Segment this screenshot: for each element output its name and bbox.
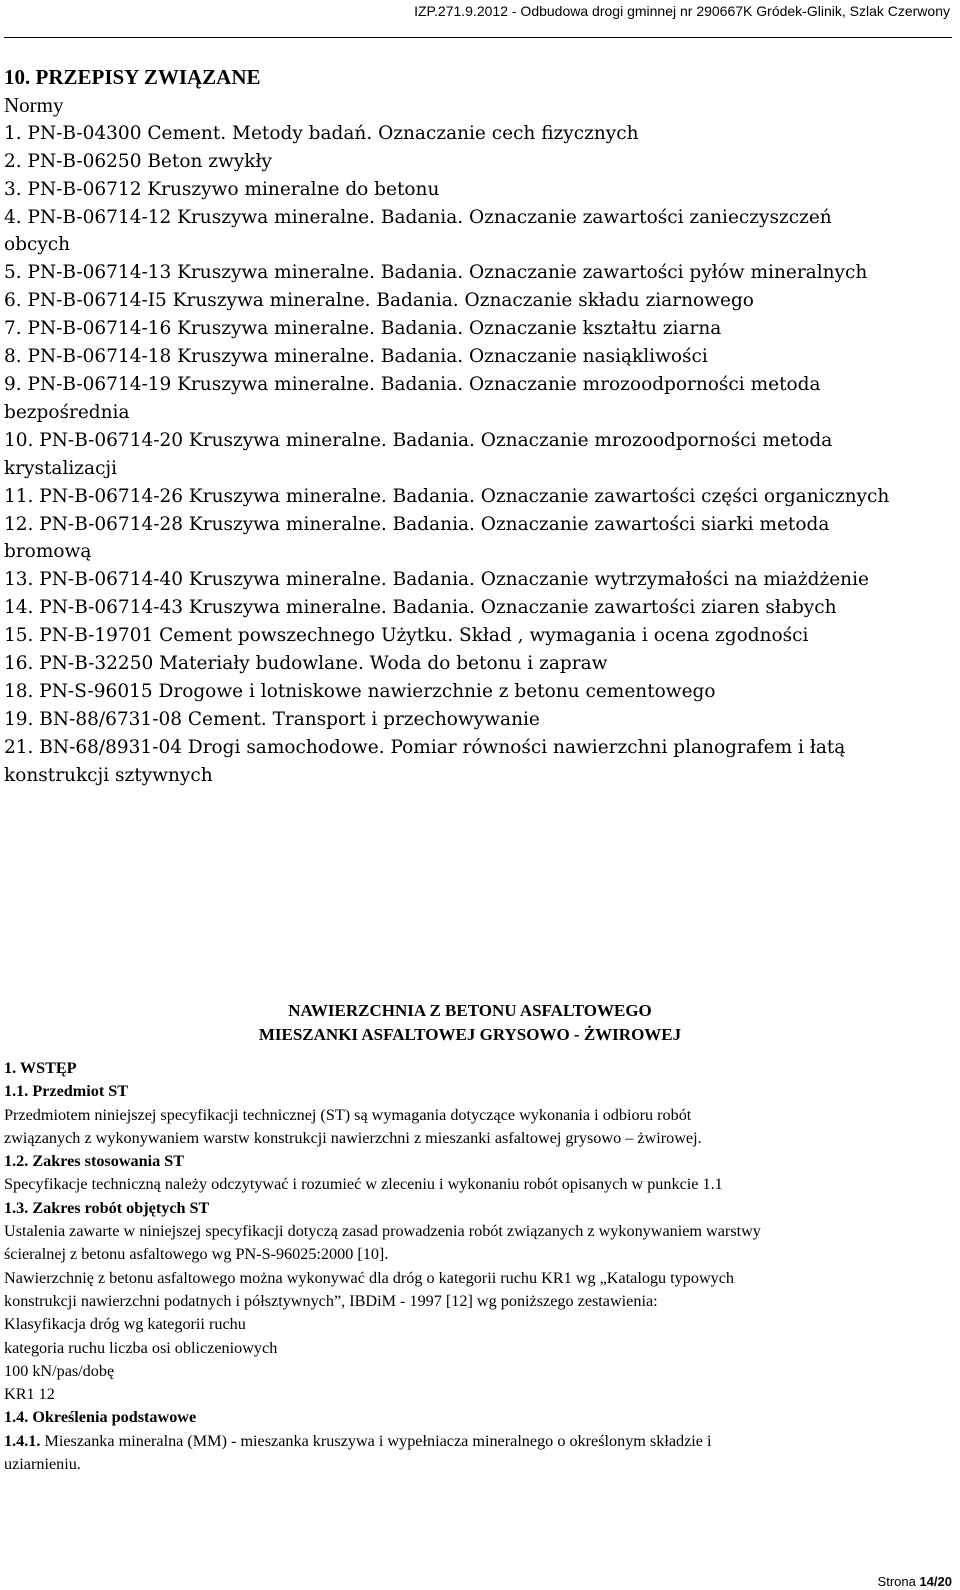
paragraph: 100 kN/pas/dobę — [4, 1361, 115, 1380]
page-number: 14/20 — [919, 1574, 952, 1589]
paragraph: Ustalenia zawarte w niniejszej specyfikacji dotyczą zasad prowadzenia robót związanych z wykonywaniem warstwy — [4, 1222, 761, 1241]
standard-line: 4. PN-B-06714-12 Kruszywa mineralne. Badania. Oznaczanie zawartości zanieczyszczeń — [4, 206, 832, 228]
standard-line: 16. PN-B-32250 Materiały budowlane. Woda do betonu i zapraw — [4, 653, 608, 675]
heading-introduction: 1. WSTĘP — [4, 1059, 77, 1077]
document-header — [0, 0, 960, 26]
heading-basic-definitions: 1.4. Określenia podstawowe — [4, 1408, 197, 1427]
standard-line: 19. BN-88/6731-08 Cement. Transport i przechowywanie — [4, 708, 540, 730]
paragraph: KR1 12 — [4, 1385, 55, 1404]
paragraph: Nawierzchnię z betonu asfaltowego można wykonywać dla dróg o kategorii ruchu KR1 wg „Katalogu typowych — [4, 1268, 735, 1287]
paragraph: kategoria ruchu liczba osi obliczeniowych — [4, 1338, 278, 1357]
header-title: IZP.271.9.2012 - Odbudowa drogi gminnej nr 290667K Gródek-Glinik, Szlak Czerwony — [414, 3, 950, 19]
standard-line: 3. PN-B-06712 Kruszywo mineralne do betonu — [4, 178, 440, 200]
definition-text: Mieszanka mineralna (MM) - mieszanka kruszywa i wypełniacza mineralnego o określonym składzie i — [40, 1431, 712, 1450]
standard-line: bezpośrednia — [4, 401, 130, 423]
standard-line: konstrukcji sztywnych — [4, 764, 213, 786]
spec-title-line-2: MIESZANKI ASFALTOWEJ GRYSOWO - ŻWIROWEJ — [258, 1025, 682, 1044]
paragraph: związanych z wykonywaniem warstw konstrukcji nawierzchni z mieszanki asfaltowej grysowo – żwirowej. — [4, 1128, 702, 1147]
standard-line: 10. PN-B-06714-20 Kruszywa mineralne. Badania. Oznaczanie mrozoodporności metoda — [4, 429, 833, 451]
header-rule — [4, 37, 952, 38]
page-label: Strona — [877, 1574, 920, 1589]
paragraph: uziarnieniu. — [4, 1455, 81, 1474]
section-heading: 10. PRZEPISY ZWIĄZANE — [4, 65, 261, 89]
heading-scope-of-works: 1.3. Zakres robót objętych ST — [4, 1198, 210, 1217]
paragraph: Klasyfikacja dróg wg kategorii ruchu — [4, 1315, 246, 1334]
page-footer — [878, 1575, 952, 1589]
paragraph: Specyfikacje techniczną należy odczytywać i rozumieć w zleceniu i wykonaniu robót opisanych w punkcie 1.1 — [4, 1175, 723, 1194]
standard-line: 6. PN-B-06714-I5 Kruszywa mineralne. Badania. Oznaczanie składu ziarnowego — [4, 290, 754, 312]
standard-line: obcych — [4, 234, 71, 256]
heading-scope-of-application: 1.2. Zakres stosowania ST — [4, 1152, 185, 1171]
standard-line: krystalizacji — [4, 457, 118, 479]
standard-line: 2. PN-B-06250 Beton zwykły — [4, 150, 272, 172]
standard-line: 8. PN-B-06714-18 Kruszywa mineralne. Badania. Oznaczanie nasiąkliwości — [4, 346, 708, 368]
standard-line: 9. PN-B-06714-19 Kruszywa mineralne. Badania. Oznaczanie mrozoodporności metoda — [4, 373, 821, 395]
standard-line: 15. PN-B-19701 Cement powszechnego Użytku. Skład , wymagania i ocena zgodności — [4, 625, 809, 647]
standard-line: 12. PN-B-06714-28 Kruszywa mineralne. Badania. Oznaczanie zawartości siarki metoda — [4, 513, 830, 535]
paragraph: konstrukcji nawierzchni podatnych i półsztywnych”, IBDiM - 1997 [12] wg poniższego zestawienia: — [4, 1291, 658, 1310]
definition-number: 1.4.1. — [4, 1431, 41, 1450]
standard-line: 1. PN-B-04300 Cement. Metody badań. Oznaczanie cech fizycznych — [4, 122, 639, 144]
standard-line: 5. PN-B-06714-13 Kruszywa mineralne. Badania. Oznaczanie zawartości pyłów mineralnych — [4, 262, 868, 284]
section-subheading: Normy — [4, 92, 64, 117]
standard-line: 11. PN-B-06714-26 Kruszywa mineralne. Badania. Oznaczanie zawartości części organicznych — [4, 485, 890, 507]
standard-line: 13. PN-B-06714-40 Kruszywa mineralne. Badania. Oznaczanie wytrzymałości na miażdżenie — [4, 569, 869, 591]
spec-body — [4, 1057, 954, 1476]
standard-line: 7. PN-B-06714-16 Kruszywa mineralne. Badania. Oznaczanie kształtu ziarna — [4, 318, 722, 340]
heading-subject: 1.1. Przedmiot ST — [4, 1082, 129, 1101]
paragraph: ścieralnej z betonu asfaltowego wg PN-S-96025:2000 [10]. — [4, 1245, 389, 1264]
section-related-regulations — [4, 64, 954, 790]
standard-line: 18. PN-S-96015 Drogowe i lotniskowe nawierzchnie z betonu cementowego — [4, 680, 716, 702]
standard-line: 21. BN-68/8931-04 Drogi samochodowe. Pomiar równości nawierzchni planografem i łatą — [4, 736, 846, 758]
spec-title — [0, 999, 960, 1047]
paragraph — [4, 1430, 954, 1453]
paragraph: Przedmiotem niniejszej specyfikacji technicznej (ST) są wymagania dotyczące wykonania i odbioru robót — [4, 1105, 692, 1124]
standard-line: bromową — [4, 541, 92, 563]
standard-line: 14. PN-B-06714-43 Kruszywa mineralne. Badania. Oznaczanie zawartości ziaren słabych — [4, 597, 837, 619]
standards-list — [4, 120, 954, 790]
spec-title-line-1: NAWIERZCHNIA Z BETONU ASFALTOWEGO — [288, 1001, 652, 1020]
